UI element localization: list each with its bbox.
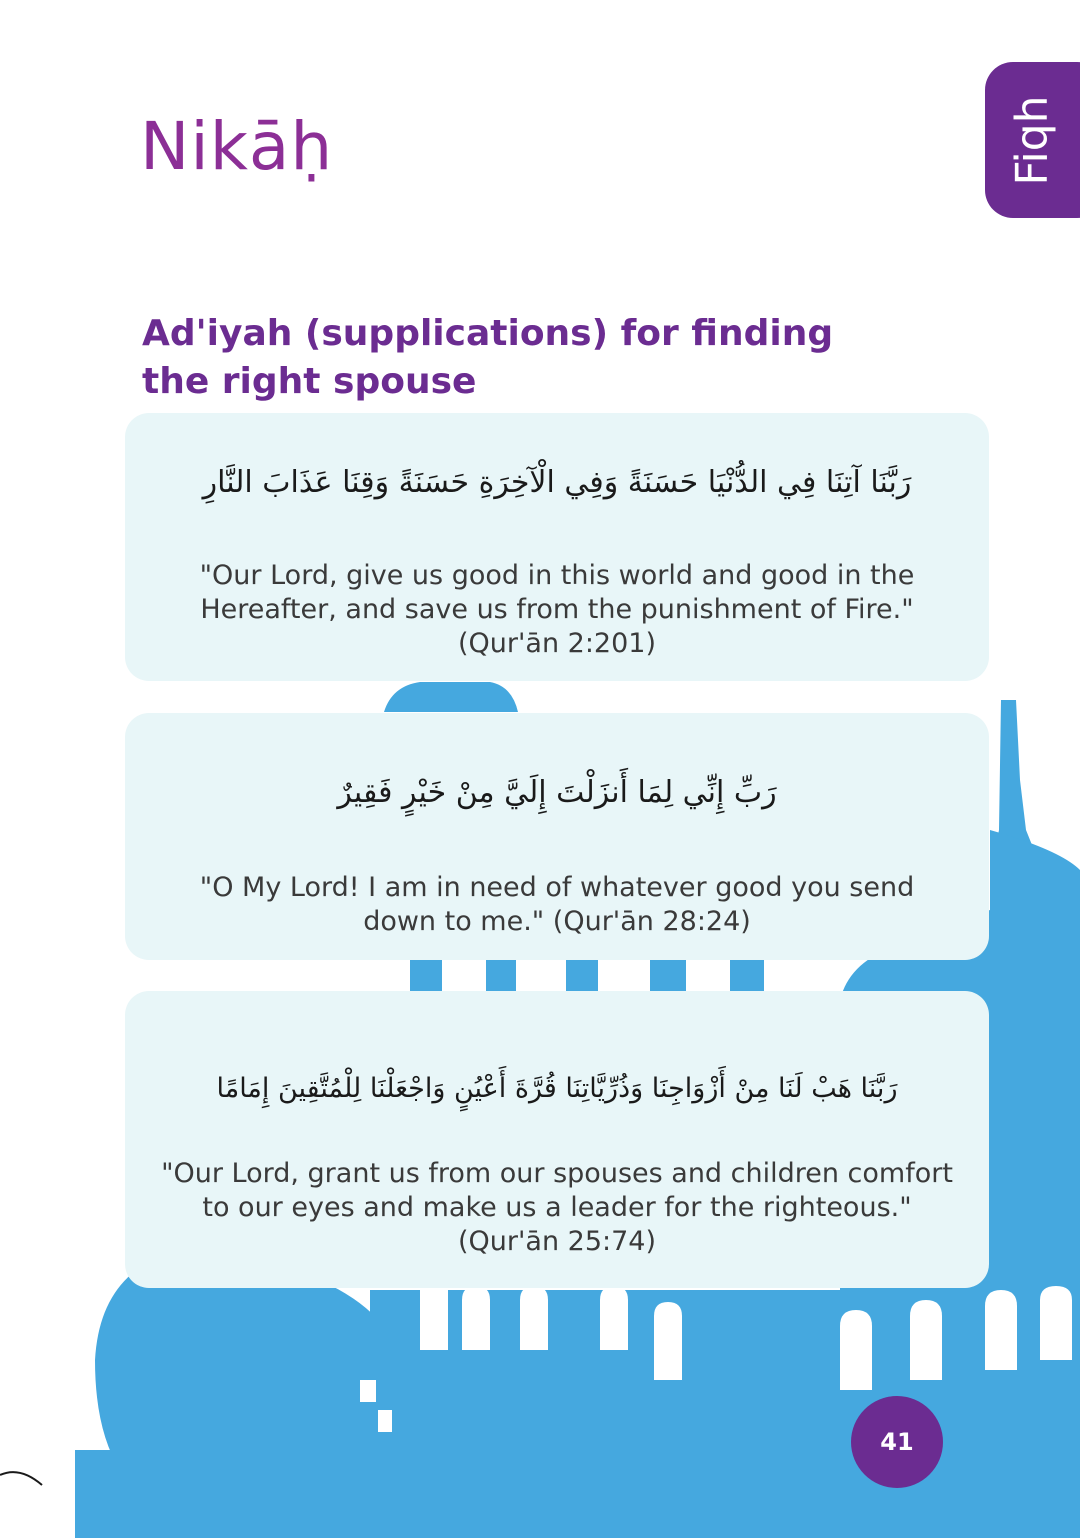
section-heading: Ad'iyah (supplications) for finding the right spouse [142, 313, 834, 402]
dua-arabic-1: رَبَّنَا آتِنَا فِي الدُّنْيَا حَسَنَةً وَفِي الْآخِرَةِ حَسَنَةً وَقِنَا عَذَابَ النَّارِ [202, 465, 912, 500]
section-tab-label-wrap [985, 62, 1080, 218]
dua-translation-2: "O My Lord! I am in need of whatever good you send down to me." (Qur'ān 28:24) [199, 872, 915, 937]
dua-card-3 [125, 991, 989, 1288]
dua-arabic-2: رَبِّ إِنِّي لِمَا أَنزَلْتَ إِلَيَّ مِنْ خَيْرٍ فَقِيرٌ [337, 775, 777, 810]
page-number: 41 [880, 1428, 914, 1456]
page-number-badge [851, 1396, 943, 1488]
dua-translation-1: "Our Lord, give us good in this world and good in the Hereafter, and save us from the punishment of Fire." (Qur'ān 2:201) [199, 560, 915, 659]
dua-arabic-3: رَبَّنَا هَبْ لَنَا مِنْ أَزْوَاجِنَا وَذُرِّيَّاتِنَا قُرَّةَ أَعْيُنٍ وَاجْعَلْنَا لِلْمُتَّقِينَ إِمَامًا [216, 1073, 898, 1104]
dua-translation-3: "Our Lord, grant us from our spouses and children comfort to our eyes and make us a leader for the righteous." (Qur'ān 25:74) [161, 1158, 953, 1257]
dua-card-1 [125, 413, 989, 681]
page-title: Nikāḥ [140, 108, 334, 185]
dua-card-2 [125, 713, 989, 960]
section-tab-label: Fiqh [1007, 94, 1058, 186]
